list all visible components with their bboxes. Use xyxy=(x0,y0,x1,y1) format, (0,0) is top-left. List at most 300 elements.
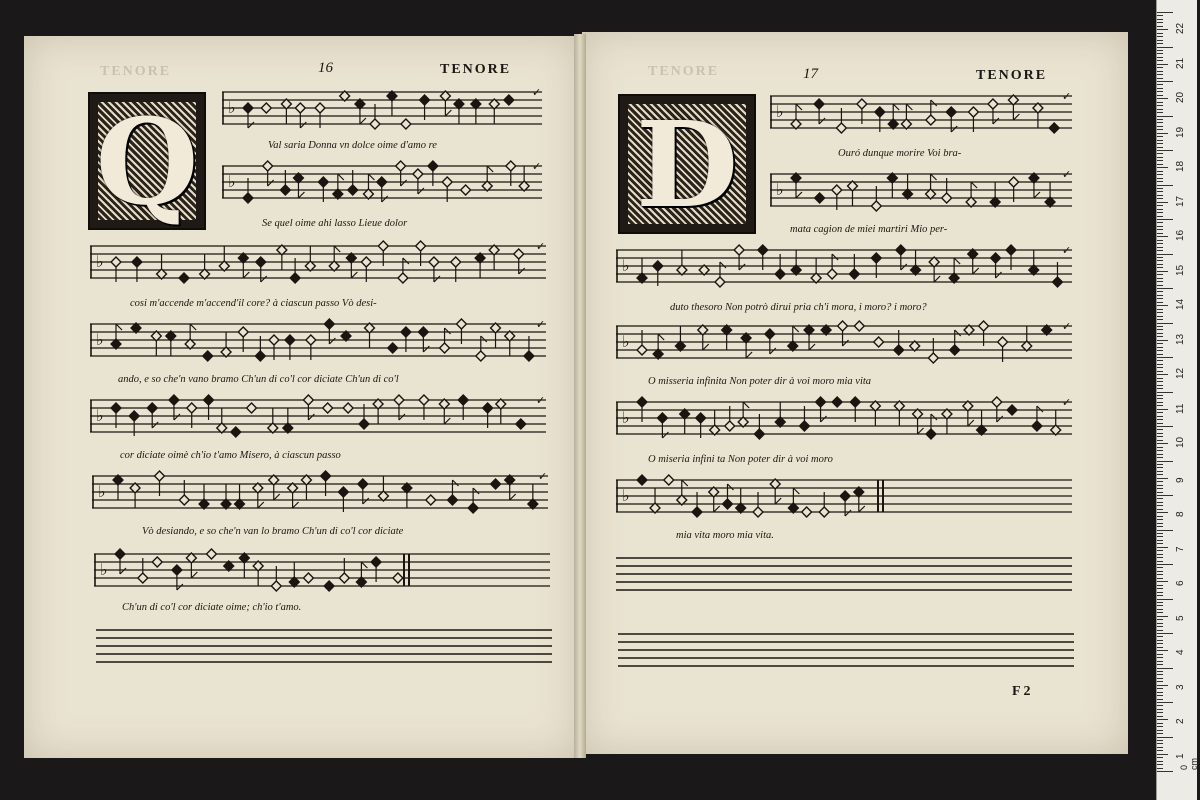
ruler-tick xyxy=(1157,668,1173,669)
ruler-tick xyxy=(1157,19,1163,20)
ruler-tick xyxy=(1157,647,1163,648)
note xyxy=(911,250,921,275)
ruler-tick xyxy=(1157,278,1163,279)
ruler-tick xyxy=(1157,136,1163,137)
note xyxy=(1029,173,1040,198)
ruler-tick xyxy=(1157,333,1163,334)
ruler-tick xyxy=(1157,581,1168,582)
ruler-tick xyxy=(1157,705,1163,706)
note xyxy=(333,174,344,199)
note xyxy=(179,273,189,283)
svg-text:♭: ♭ xyxy=(622,407,630,427)
ruler-tick xyxy=(1157,492,1163,493)
ruler-tick xyxy=(1157,505,1163,506)
svg-text:✓: ✓ xyxy=(536,240,546,253)
svg-text:✓: ✓ xyxy=(1062,320,1072,333)
note xyxy=(305,246,315,271)
ruler-tick xyxy=(1157,554,1163,555)
note xyxy=(968,249,979,274)
note xyxy=(152,557,162,567)
note xyxy=(811,258,821,283)
ruler-tick xyxy=(1157,440,1163,441)
right-decorated-initial xyxy=(618,94,756,234)
note xyxy=(324,581,334,591)
staff-notation xyxy=(90,242,546,292)
ruler-tick xyxy=(1157,757,1163,758)
ruler-tick xyxy=(1157,681,1163,682)
note xyxy=(802,507,812,517)
note xyxy=(238,253,249,278)
ruler-tick xyxy=(1157,43,1163,44)
ruler-tick xyxy=(1157,326,1163,327)
note xyxy=(426,495,436,505)
ruler-label: 5 xyxy=(1175,614,1186,621)
ruler-tick xyxy=(1157,464,1163,465)
ruler-tick xyxy=(1157,712,1163,713)
ruler-tick xyxy=(1157,164,1163,165)
ruler-label: 2 xyxy=(1175,718,1186,724)
ruler-tick xyxy=(1157,47,1173,48)
ruler-tick xyxy=(1157,316,1163,317)
note xyxy=(1051,410,1061,435)
ruler-tick xyxy=(1157,623,1163,624)
ruler-tick xyxy=(1157,730,1163,731)
ruler-label: 7 xyxy=(1175,545,1186,552)
ruler-tick xyxy=(1157,640,1163,641)
note xyxy=(738,402,749,427)
note xyxy=(815,193,825,203)
ruler-tick xyxy=(1157,595,1163,596)
ruler-tick xyxy=(1157,298,1163,299)
note xyxy=(231,427,241,437)
note xyxy=(722,325,732,350)
staff-notation xyxy=(92,472,548,522)
note xyxy=(650,488,660,513)
ruler-tick xyxy=(1157,57,1163,58)
note xyxy=(323,403,333,413)
note xyxy=(475,253,485,278)
ruler-tick xyxy=(1157,447,1163,448)
right-staff-5 xyxy=(616,398,1072,448)
right-page-number: 17 xyxy=(803,66,818,82)
svg-text:♭: ♭ xyxy=(96,329,104,349)
ruler-tick xyxy=(1157,95,1163,96)
left-staff-6 xyxy=(92,472,548,522)
ruler-tick xyxy=(1157,723,1163,724)
note xyxy=(788,488,799,513)
note xyxy=(496,399,506,424)
right-lyric-1: Ouró dunque morire Voi bra- xyxy=(838,148,962,159)
note xyxy=(1007,405,1017,415)
svg-text:♭: ♭ xyxy=(96,405,104,425)
ruler-tick xyxy=(1157,209,1163,210)
svg-text:♭: ♭ xyxy=(622,331,630,351)
note xyxy=(346,253,357,278)
ruler-tick xyxy=(1157,412,1163,413)
ruler-tick xyxy=(1157,336,1163,337)
ruler-tick xyxy=(1157,212,1163,213)
ruler-tick xyxy=(1157,157,1163,158)
staff-notation xyxy=(222,88,542,138)
ruler-tick xyxy=(1157,236,1168,237)
ruler-tick xyxy=(1157,695,1163,696)
ruler-tick xyxy=(1157,119,1163,120)
ruler-tick xyxy=(1157,392,1173,393)
ruler-tick xyxy=(1157,398,1163,399)
left-staff-4 xyxy=(90,320,546,370)
svg-text:♭: ♭ xyxy=(776,179,784,199)
ruler-tick xyxy=(1157,402,1163,403)
svg-text:♭: ♭ xyxy=(622,485,630,505)
ruler-tick xyxy=(1157,329,1163,330)
ruler-tick xyxy=(1157,699,1163,700)
note xyxy=(217,408,227,433)
ruler-tick xyxy=(1157,219,1173,220)
ruler-label: 12 xyxy=(1175,367,1186,379)
note xyxy=(528,484,538,509)
ruler-tick xyxy=(1157,205,1163,206)
left-part-name: TENORE xyxy=(440,62,512,77)
ruler-label: 15 xyxy=(1175,264,1186,276)
ruler-tick xyxy=(1157,485,1163,486)
ruler-tick xyxy=(1157,747,1163,748)
right-part-name: TENORE xyxy=(976,68,1048,83)
ruler-tick xyxy=(1157,257,1163,258)
svg-text:✓: ✓ xyxy=(538,470,548,483)
ruler-tick xyxy=(1157,467,1163,468)
ruler-tick xyxy=(1157,188,1163,189)
ruler-tick xyxy=(1157,122,1163,123)
note xyxy=(788,326,799,351)
note xyxy=(288,483,299,508)
ruler-tick xyxy=(1157,388,1163,389)
ruler-tick xyxy=(1157,433,1163,434)
note xyxy=(364,174,375,199)
ruler-tick xyxy=(1157,150,1173,151)
ruler-tick xyxy=(1157,371,1163,372)
ruler-tick xyxy=(1157,474,1163,475)
svg-text:♭: ♭ xyxy=(776,101,784,121)
note xyxy=(489,245,499,270)
ruler-label: 21 xyxy=(1175,57,1186,69)
ruler-tick xyxy=(1157,395,1163,396)
left-initial-letter: Q xyxy=(95,91,199,231)
note xyxy=(304,573,314,583)
svg-text:✓: ✓ xyxy=(1062,168,1072,181)
ruler-label: 10 xyxy=(1175,436,1186,448)
svg-text:♭: ♭ xyxy=(100,559,108,579)
ruler-tick xyxy=(1157,295,1163,296)
note xyxy=(268,408,278,433)
ruler-tick xyxy=(1157,195,1163,196)
ruler-tick xyxy=(1157,264,1163,265)
staff-notation xyxy=(616,476,1072,526)
right-lyric-6: mia vita moro mia vita. xyxy=(676,530,774,541)
note xyxy=(239,553,249,578)
ruler-tick xyxy=(1157,443,1168,444)
ruler-label: 22 xyxy=(1175,22,1186,34)
note xyxy=(888,104,899,129)
staff-notation xyxy=(90,396,546,446)
ruler-tick xyxy=(1157,129,1163,130)
note xyxy=(388,343,398,353)
ruler-tick xyxy=(1157,64,1168,65)
note xyxy=(329,246,340,271)
ruler-tick xyxy=(1157,616,1168,617)
ruler-tick xyxy=(1157,354,1163,355)
ruler-tick xyxy=(1157,147,1163,148)
ruler-label: 11 xyxy=(1175,403,1186,414)
left-page-number: 16 xyxy=(318,60,333,76)
ruler-tick xyxy=(1157,15,1163,16)
note xyxy=(874,337,884,347)
ruler-tick xyxy=(1157,416,1163,417)
note xyxy=(166,331,176,356)
ruler-label: 19 xyxy=(1175,126,1186,138)
ruler-label: 20 xyxy=(1175,91,1186,103)
ruler-tick xyxy=(1157,654,1163,655)
note xyxy=(207,549,217,559)
ruler-tick xyxy=(1157,160,1163,161)
note xyxy=(247,403,257,413)
ruler-tick xyxy=(1157,98,1168,99)
note xyxy=(200,254,210,279)
ruler-tick xyxy=(1157,740,1163,741)
note xyxy=(111,324,122,349)
ruler-tick xyxy=(1157,140,1163,141)
note xyxy=(710,410,720,435)
left-decorated-initial xyxy=(88,92,206,230)
ruler-tick xyxy=(1157,267,1163,268)
note xyxy=(253,483,264,508)
ruler-tick xyxy=(1157,374,1168,375)
svg-text:♭: ♭ xyxy=(228,171,236,191)
note xyxy=(387,91,397,116)
ruler-tick xyxy=(1157,429,1163,430)
staff-notation xyxy=(770,92,1072,142)
right-lyric-4: O misseria infinita Non poter dir à voi moro mia vita xyxy=(648,376,872,387)
ruler-tick xyxy=(1157,347,1163,348)
right-initial-letter: D xyxy=(635,94,739,234)
ruler-tick xyxy=(1157,436,1163,437)
ruler-tick xyxy=(1157,367,1163,368)
note xyxy=(637,475,647,485)
ruler-tick xyxy=(1157,488,1163,489)
svg-text:♭: ♭ xyxy=(622,255,630,275)
ruler-tick xyxy=(1157,116,1173,117)
note xyxy=(373,399,383,424)
right-staff-1 xyxy=(770,92,1072,142)
ruler-tick xyxy=(1157,719,1168,720)
ruler-tick xyxy=(1157,709,1163,710)
note xyxy=(402,483,412,508)
note xyxy=(157,254,167,279)
ruler-tick xyxy=(1157,260,1163,261)
ruler-tick xyxy=(1157,426,1173,427)
ruler-tick xyxy=(1157,726,1163,727)
note xyxy=(887,173,897,198)
note xyxy=(378,476,388,501)
note xyxy=(151,331,161,356)
ruler-tick xyxy=(1157,171,1163,172)
note xyxy=(219,246,229,271)
note xyxy=(791,250,801,275)
ruler-tick xyxy=(1157,381,1163,382)
ruler-tick xyxy=(1157,509,1163,510)
left-lyric-2: Se quel oime ahi lasso Lieue dolor xyxy=(262,218,408,229)
ruler-tick xyxy=(1157,126,1163,127)
note xyxy=(130,483,140,508)
ruler-tick xyxy=(1157,167,1168,168)
ruler-tick xyxy=(1157,153,1163,154)
right-lyric-2: mata cagion de miei martiri Mio per- xyxy=(790,224,948,235)
ruler-tick xyxy=(1157,250,1163,251)
note xyxy=(491,479,501,489)
note xyxy=(281,99,291,124)
ruler-tick xyxy=(1157,340,1168,341)
ruler-label: 17 xyxy=(1175,195,1186,207)
ruler-tick xyxy=(1157,312,1163,313)
note xyxy=(1049,123,1059,133)
svg-text:✓: ✓ xyxy=(532,86,542,99)
ruler-tick xyxy=(1157,323,1173,324)
ruler-tick xyxy=(1157,550,1163,551)
ruler-label: 13 xyxy=(1175,333,1186,345)
ruler-tick xyxy=(1157,243,1163,244)
ruler-tick xyxy=(1157,605,1163,606)
note xyxy=(454,99,464,124)
note xyxy=(199,484,209,509)
svg-text:♭: ♭ xyxy=(228,97,236,117)
note xyxy=(439,399,450,424)
ruler-tick xyxy=(1157,564,1173,565)
ruler-tick xyxy=(1157,454,1163,455)
ruler-tick xyxy=(1157,636,1163,637)
left-staff-1 xyxy=(222,88,542,138)
note xyxy=(698,325,709,350)
ruler-tick xyxy=(1157,495,1173,496)
note xyxy=(770,479,781,504)
ruler-tick xyxy=(1157,588,1163,589)
svg-text:✓: ✓ xyxy=(536,394,546,407)
ruler-tick xyxy=(1157,671,1163,672)
ruler-tick xyxy=(1157,561,1163,562)
ruler-tick xyxy=(1157,481,1163,482)
ruler-tick xyxy=(1157,29,1168,30)
ruler-tick xyxy=(1157,512,1168,513)
ruler-tick xyxy=(1157,457,1163,458)
ruler-tick xyxy=(1157,643,1163,644)
ruler-label: 6 xyxy=(1175,580,1186,586)
ruler-tick xyxy=(1157,750,1163,751)
note xyxy=(913,409,924,434)
ruler-tick xyxy=(1157,519,1163,520)
note xyxy=(664,475,674,485)
staff-notation xyxy=(222,162,542,212)
ruler-tick xyxy=(1157,26,1163,27)
note xyxy=(949,258,960,283)
svg-text:♭: ♭ xyxy=(96,251,104,271)
ruler-tick xyxy=(1157,619,1163,620)
ruler-tick xyxy=(1157,67,1163,68)
ruler-tick xyxy=(1157,143,1163,144)
ruler-tick xyxy=(1157,599,1173,600)
ruler-label: 14 xyxy=(1175,298,1186,310)
left-lyric-5: cor diciate oimè ch'io t'amo Misero, à ciascun passo xyxy=(120,450,341,461)
left-staff-5 xyxy=(90,396,546,446)
ruler-tick xyxy=(1157,22,1163,23)
staff-notation xyxy=(616,322,1072,372)
note xyxy=(186,553,197,578)
left-staff-2 xyxy=(222,162,542,212)
ruler-tick xyxy=(1157,288,1173,289)
ruler-tick xyxy=(1157,102,1163,103)
ruler-tick xyxy=(1157,737,1173,738)
note xyxy=(963,401,974,426)
ruler-label: 1 xyxy=(1175,752,1186,759)
ruler-tick xyxy=(1157,71,1163,72)
ruler-tick xyxy=(1157,661,1163,662)
staff-notation xyxy=(616,398,1072,448)
ruler-tick xyxy=(1157,771,1173,772)
note xyxy=(185,324,196,349)
ruler-tick xyxy=(1157,633,1173,634)
ruler-tick xyxy=(1157,319,1163,320)
ruler-tick xyxy=(1157,678,1163,679)
ruler-tick xyxy=(1157,181,1163,182)
ruler-tick xyxy=(1157,274,1163,275)
note xyxy=(489,99,499,124)
note xyxy=(440,91,451,116)
ruler-tick xyxy=(1157,360,1163,361)
ruler-tick xyxy=(1157,240,1163,241)
ruler-tick xyxy=(1157,530,1173,531)
note xyxy=(832,397,842,407)
note xyxy=(903,174,913,199)
ruler-label: 16 xyxy=(1175,229,1186,241)
ruler-tick xyxy=(1157,461,1173,462)
note xyxy=(221,484,231,509)
ruler-tick xyxy=(1157,105,1163,106)
ruler-tick xyxy=(1157,33,1163,34)
note xyxy=(741,333,752,358)
staff-notation xyxy=(94,550,550,600)
signature-mark: F 2 xyxy=(1012,684,1031,699)
ruler-tick xyxy=(1157,650,1168,651)
ruler-tick xyxy=(1157,112,1163,113)
ruler-tick xyxy=(1157,385,1163,386)
ruler-tick xyxy=(1157,543,1163,544)
note xyxy=(461,185,471,195)
measurement-ruler xyxy=(1156,0,1197,800)
ruler-tick xyxy=(1157,567,1163,568)
ruler-tick xyxy=(1157,716,1163,717)
ruler-tick xyxy=(1157,291,1163,292)
ruler-tick xyxy=(1157,540,1163,541)
note xyxy=(505,475,516,500)
note xyxy=(516,419,526,429)
ruler-tick xyxy=(1157,692,1163,693)
ruler-tick xyxy=(1157,91,1163,92)
ruler-tick xyxy=(1157,174,1163,175)
note xyxy=(504,95,514,105)
left-ghost-header: TENORE xyxy=(100,64,172,79)
note xyxy=(301,475,311,500)
note xyxy=(926,174,937,199)
note xyxy=(277,245,287,270)
ruler-tick xyxy=(1157,50,1163,51)
ruler-tick xyxy=(1157,198,1163,199)
